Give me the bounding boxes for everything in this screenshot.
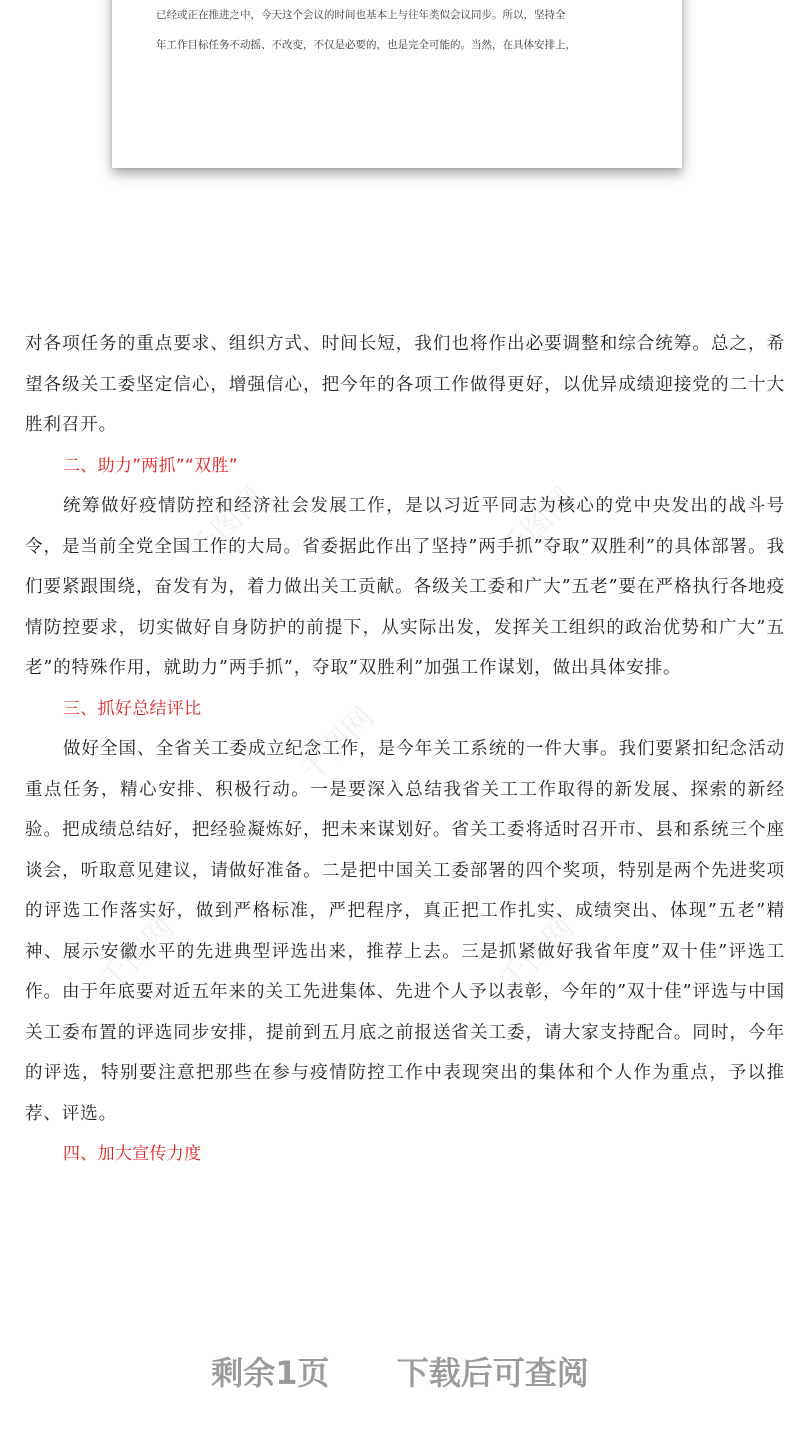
remaining-pages-label: 剩余1页	[211, 1354, 330, 1392]
watermark: 千图网	[93, 910, 182, 999]
download-prompt[interactable]	[0, 1348, 800, 1394]
watermark: 千图网	[493, 480, 582, 569]
watermark: 千图网	[293, 700, 382, 789]
download-hint-label[interactable]: 下载后可查阅	[396, 1354, 589, 1392]
section-heading-3: 三、抓好总结评比	[63, 698, 202, 719]
watermark: 千图网	[183, 480, 272, 569]
watermark: 千图网	[493, 910, 582, 999]
document-body	[25, 324, 785, 1175]
intro-paragraph: 对各项任务的重点要求、组织方式、时间长短，我们也将作出必要调整和综合统筹。总之，希望各级关工委坚定信心，增强信心，把今年的各项工作做得更好，以优异成绩迎接党的二十大胜利召开。	[25, 334, 785, 435]
section-paragraph-2: 统筹做好疫情防控和经济社会发展工作，是以习近平同志为核心的党中央发出的战斗号令，是当前全党全国工作的大局。省委据此作出了坚持”两手抓”夺取”双胜利”的具体部署。我们要紧跟围绕，奋发有为，着力做出关工贡献。各级关工委和广大”五老”要在严格执行各地疫情防控要求，切实做好自身防护的前提下，从实际出发，发挥关工组织的政治优势和广大”五老”的特殊作用，就助力”两手抓”，夺取”双胜利”加强工作谋划，做出具体安排。	[25, 496, 785, 678]
section-heading-2: 二、助力”两抓”“双胜”	[63, 455, 238, 476]
document-preview-card	[112, 0, 682, 168]
preview-line-1: 已经或正在推进之中，今天这个会议的时间也基本上与往年类似会议同步。所以，坚持全	[156, 9, 566, 21]
section-paragraph-3: 做好全国、全省关工委成立纪念工作，是今年关工系统的一件大事。我们要紧扣纪念活动重点任务，精心安排、积极行动。一是要深入总结我省关工工作取得的新发展、探索的新经验。把成绩总结好，把经验凝炼好，把未来谋划好。省关工委将适时召开市、县和系统三个座谈会，听取意见建议，请做好准备。二是把中国关工委部署的四个奖项，特别是两个先进奖项的评选工作落实好，做到严格标准，严把程序，真正把工作扎实、成绩突出、体现”五老”精神、展示安徽水平的先进典型评选出来，推荐上去。三是抓紧做好我省年度”双十佳”评选工作。由于年底要对近五年来的关工先进集体、先进个人予以表彰，今年的”双十佳”评选与中国关工委布置的评选同步安排，提前到五月底之前报送省关工委，请大家支持配合。同时，今年的评选，特别要注意把那些在参与疫情防控工作中表现突出的集体和个人作为重点，予以推荐、评选。	[25, 739, 785, 1124]
section-heading-4: 四、加大宣传力度	[63, 1144, 202, 1164]
preview-text	[156, 0, 646, 60]
preview-line-2: 年工作目标任务不动摇、不改变，不仅是必要的，也是完全可能的。当然，在具体安排上，	[156, 39, 576, 51]
